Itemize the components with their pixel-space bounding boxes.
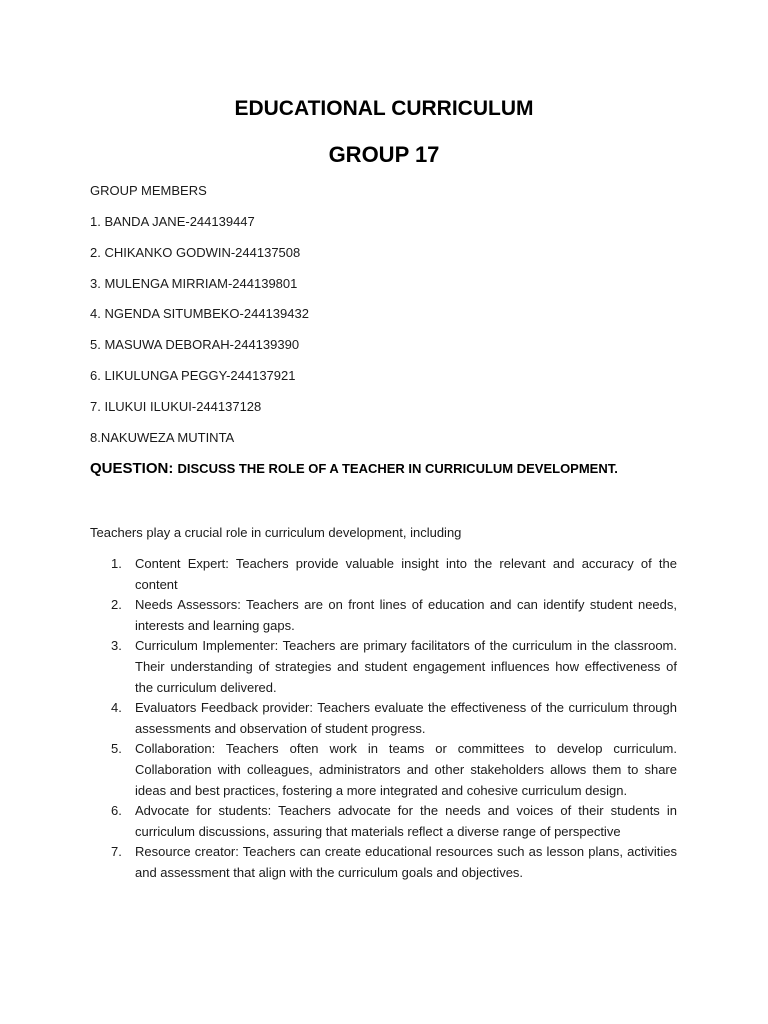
member-item: 4. NGENDA SITUMBEKO-244139432	[90, 306, 309, 322]
role-text: Collaboration: Teachers often work in teams or committees to develop curriculum. Collaboration with colleagues, administrators and other stakeholders allows them to share ideas and best practices, fostering a more integrated and cohesive curriculum design.	[135, 741, 677, 798]
members-list	[90, 214, 309, 460]
role-item	[90, 801, 677, 842]
role-number: 3.	[111, 638, 122, 654]
question	[90, 460, 618, 477]
members-heading: GROUP MEMBERS	[90, 183, 207, 198]
role-number: 1.	[111, 556, 122, 571]
role-text: Evaluators Feedback provider: Teachers evaluate the effectiveness of the curriculum through assessments and observation of student progress.	[135, 700, 677, 736]
member-item: 5. MASUWA DEBORAH-244139390	[90, 337, 300, 353]
role-item	[90, 698, 677, 739]
role-text: Advocate for students: Teachers advocate for the needs and voices of their students in curriculum discussions, assuring that materials reflect a diverse range of perspective	[135, 803, 677, 839]
role-item	[90, 636, 677, 698]
role-text: Needs Assessors: Teachers are on front lines of education and can identify student needs, interests and learning gaps.	[135, 597, 677, 633]
role-item	[90, 739, 677, 801]
document-title: EDUCATIONAL CURRICULUM	[234, 97, 534, 120]
role-number: 4.	[111, 700, 122, 716]
question-text: DISCUSS THE ROLE OF A TEACHER IN CURRICULUM DEVELOPMENT.	[177, 461, 618, 476]
role-text: Resource creator: Teachers can create educational resources such as lesson plans, activities and assessment that align with the curriculum goals and objectives.	[135, 844, 677, 880]
role-item	[90, 595, 677, 636]
role-text: Content Expert: Teachers provide valuable insight into the relevant and accuracy of the content	[135, 556, 677, 592]
member-item: 8.NAKUWEZA MUTINTA	[90, 429, 235, 445]
role-number: 5.	[111, 741, 122, 757]
role-item	[90, 554, 677, 595]
role-number: 6.	[111, 803, 122, 819]
intro-paragraph: Teachers play a crucial role in curriculum development, including	[90, 525, 462, 540]
roles-list	[90, 554, 677, 884]
member-item: 2. CHIKANKO GODWIN-244137508	[90, 244, 301, 260]
role-text: Curriculum Implementer: Teachers are primary facilitators of the curriculum in the classroom. Their understanding of strategies and student engagement influences how effectiveness of the curriculum delivered.	[135, 638, 677, 695]
member-item: 3. MULENGA MIRRIAM-244139801	[90, 275, 298, 291]
question-label: QUESTION:	[90, 460, 174, 477]
member-item: 7. ILUKUI ILUKUI-244137128	[90, 398, 262, 414]
role-item	[90, 842, 677, 883]
role-number: 2.	[111, 597, 122, 613]
member-item: 6. LIKULUNGA PEGGY-244137921	[90, 367, 296, 383]
role-number: 7.	[111, 844, 122, 860]
group-title: GROUP 17	[328, 142, 440, 167]
member-item: 1. BANDA JANE-244139447	[90, 214, 255, 229]
